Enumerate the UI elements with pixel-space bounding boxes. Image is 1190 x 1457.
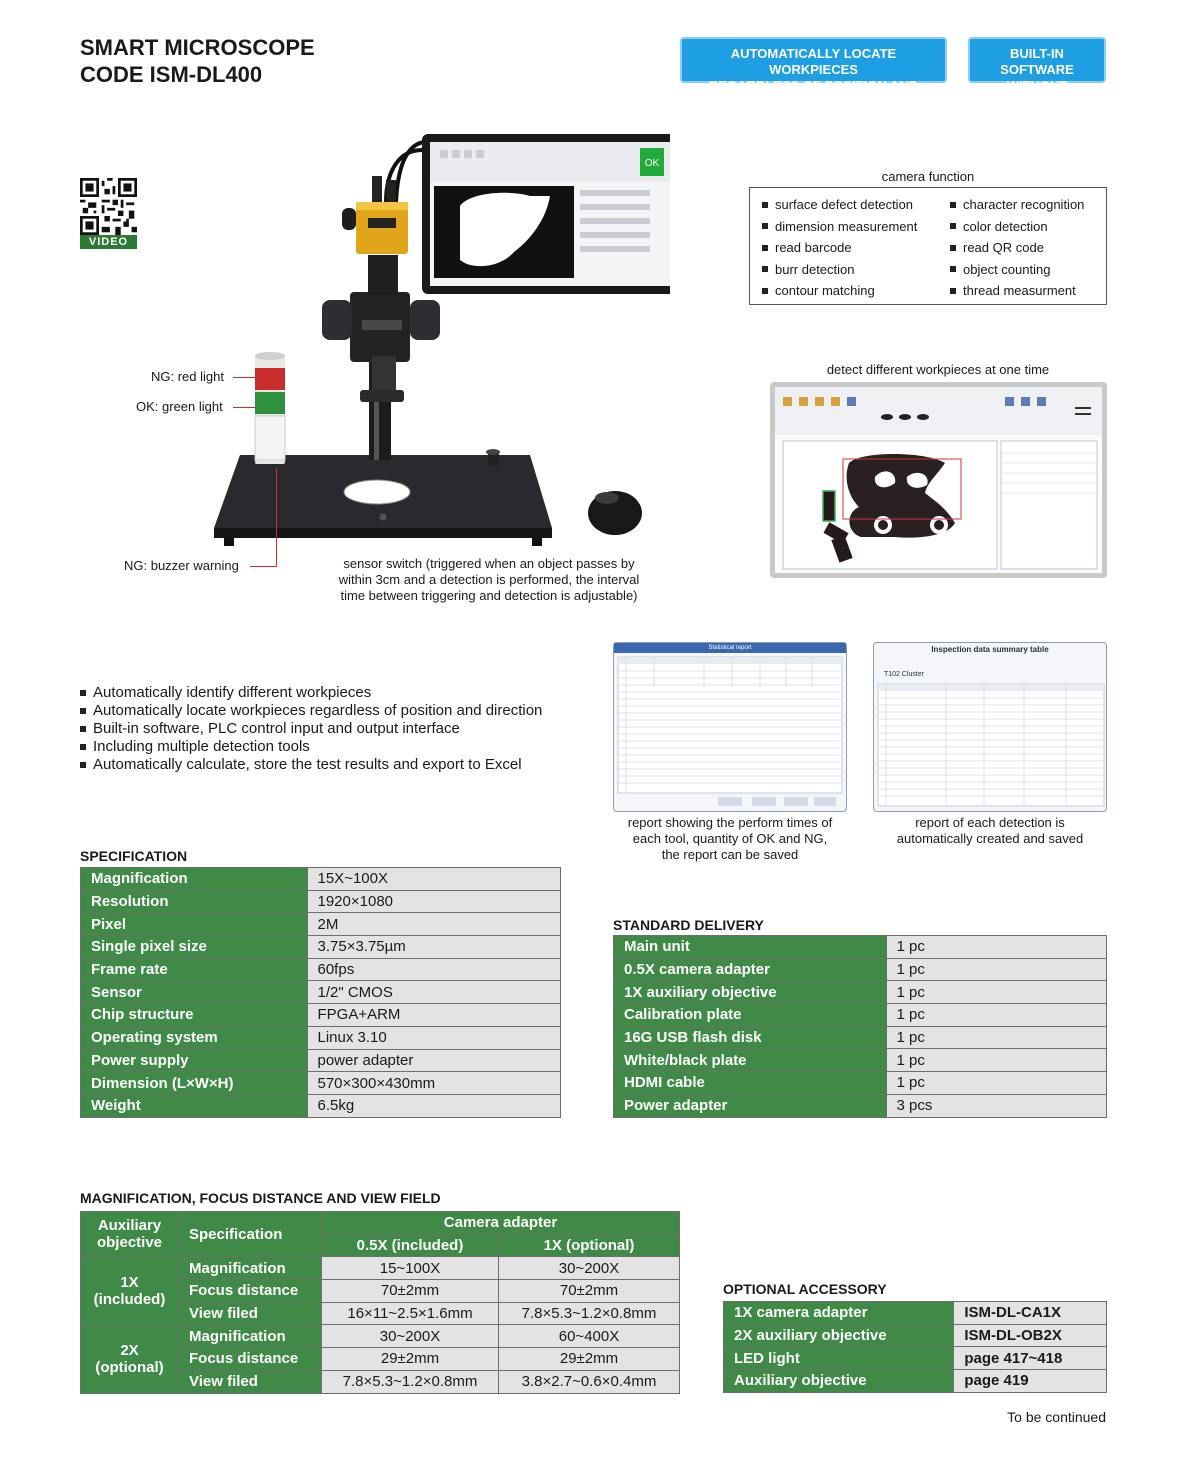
mag-spec-name: Focus distance [179, 1348, 322, 1371]
spec-row [81, 868, 561, 891]
delivery-row [614, 1072, 1107, 1095]
delivery-key: 16G USB flash disk [614, 1026, 887, 1049]
bullet-square-icon [80, 744, 86, 750]
spec-key: Frame rate [81, 958, 308, 981]
title-line-2: CODE ISM-DL400 [80, 62, 263, 87]
sensor-note-line2: within 3cm and a detection is performed, the interval [338, 572, 640, 587]
inspection-summary-table [874, 682, 1106, 810]
to-be-continued: To be continued [1007, 1409, 1106, 1425]
mag-group-label [81, 1257, 179, 1325]
mag-header-aux-line2: objective [96, 1234, 163, 1252]
delivery-key: Calibration plate [614, 1004, 887, 1027]
detect-workpieces-title: detect different workpieces at one time [826, 362, 1050, 377]
inspection-summary-screenshot [873, 642, 1107, 812]
callout-vline-buzzer [276, 468, 277, 567]
delivery-row [614, 981, 1107, 1004]
mag-spec-name: View filed [179, 1302, 322, 1325]
delivery-key: Main unit [614, 936, 887, 959]
video-label: VIDEO [80, 235, 137, 249]
monitor-ok-indicator: OK [644, 158, 660, 169]
camera-function-item [950, 218, 1100, 236]
magnification-table [80, 1211, 680, 1394]
camera-function-label: character recognition [963, 197, 1085, 212]
camera-function-label: color detection [963, 218, 1048, 234]
accessory-key: Auxiliary objective [724, 1370, 954, 1393]
delivery-key: 1X auxiliary objective [614, 981, 887, 1004]
delivery-row [614, 1094, 1107, 1117]
statistical-report-table [614, 653, 846, 811]
feature-list [80, 684, 542, 774]
standard-delivery-title: STANDARD DELIVERY [613, 917, 764, 933]
feature-item [80, 720, 542, 738]
title-line-1: SMART MICROSCOPE [80, 35, 315, 60]
mag-value-05x: 70±2mm [322, 1280, 499, 1303]
feature-label: Built-in software, PLC control input and output interface [93, 720, 460, 737]
bullet-square-icon [762, 288, 768, 294]
camera-function-item [950, 261, 1100, 279]
camera-function-item [762, 239, 950, 257]
optional-accessory-table [723, 1301, 1107, 1393]
spec-key: Single pixel size [81, 936, 308, 959]
report1-caption-line3: the report can be saved [661, 847, 799, 862]
mag-group-label [81, 1325, 179, 1393]
feature-label: Automatically locate workpieces regardless of position and direction [93, 702, 543, 719]
mag-value-1x: 60~400X [499, 1325, 680, 1348]
microscope-illustration [110, 120, 670, 560]
mag-group-label-line2: (optional) [95, 1358, 164, 1376]
spec-key: Magnification [81, 868, 308, 891]
camera-function-item [762, 218, 950, 236]
report2-caption-line1: report of each detection is [915, 815, 1065, 830]
sensor-switch-note [322, 556, 656, 604]
camera-function-label: surface defect detection [775, 197, 914, 212]
spec-value: Linux 3.10 [307, 1026, 561, 1049]
report1-caption-line2: each tool, quantity of OK and NG, [632, 831, 828, 846]
spec-row [81, 936, 561, 959]
mag-row [81, 1257, 680, 1280]
spec-value: 1920×1080 [307, 890, 561, 913]
accessory-value: ISM-DL-OB2X [954, 1324, 1107, 1347]
bullet-square-icon [950, 223, 956, 229]
feature-item [80, 684, 542, 702]
spec-row [81, 1094, 561, 1117]
statistical-report-caption [613, 815, 847, 863]
delivery-row [614, 958, 1107, 981]
spec-value: 60fps [307, 958, 561, 981]
bullet-square-icon [762, 266, 768, 272]
callout-buzzer: NG: buzzer warning [124, 558, 239, 573]
optional-accessory-title: OPTIONAL ACCESSORY [723, 1281, 887, 1297]
feature-label: Automatically calculate, store the test results and export to Excel [93, 756, 522, 773]
spec-row [81, 958, 561, 981]
delivery-key: HDMI cable [614, 1072, 887, 1095]
accessory-row [724, 1302, 1107, 1325]
spec-key: Resolution [81, 890, 308, 913]
badge1-line2: REGARDLESS OF POSITION AND DIRECTION [709, 78, 918, 109]
camera-function-label: read barcode [775, 240, 852, 255]
spec-value: power adapter [307, 1049, 561, 1072]
spec-value: FPGA+ARM [307, 1004, 561, 1027]
accessory-row [724, 1370, 1107, 1393]
mag-header-auxiliary [81, 1212, 179, 1257]
camera-function-item [950, 282, 1100, 300]
mag-spec-name: Magnification [179, 1257, 322, 1280]
delivery-value: 1 pc [886, 958, 1107, 981]
spec-row [81, 981, 561, 1004]
mag-group-label-line1: 2X [120, 1341, 139, 1359]
statistical-report-titlebar: Statistical report [614, 643, 846, 653]
mag-header-specification: Specification [179, 1212, 322, 1257]
mag-spec-name: Focus distance [179, 1280, 322, 1303]
spec-key: Dimension (L×W×H) [81, 1072, 308, 1095]
camera-function-item [762, 282, 950, 300]
accessory-value: page 417~418 [954, 1347, 1107, 1370]
report1-caption-line1: report showing the perform times of [627, 815, 833, 830]
spec-value: 2M [307, 913, 561, 936]
delivery-value: 3 pcs [886, 1094, 1107, 1117]
delivery-value: 1 pc [886, 1072, 1107, 1095]
specification-title: SPECIFICATION [80, 848, 188, 864]
camera-function-label: contour matching [775, 283, 875, 298]
bullet-square-icon [80, 690, 86, 696]
spec-row [81, 890, 561, 913]
camera-function-item [762, 261, 950, 279]
camera-function-item [762, 196, 950, 214]
callout-red-light: NG: red light [151, 369, 224, 384]
delivery-row [614, 1026, 1107, 1049]
accessory-value: ISM-DL-CA1X [954, 1302, 1107, 1325]
mag-group-label-line2: (included) [93, 1290, 166, 1308]
bullet-square-icon [762, 223, 768, 229]
mag-value-05x: 7.8×5.3~1.2×0.8mm [322, 1370, 499, 1393]
spec-row [81, 1004, 561, 1027]
accessory-key: LED light [724, 1347, 954, 1370]
bullet-square-icon [80, 708, 86, 714]
camera-function-label: object counting [963, 261, 1051, 277]
callout-green-light: OK: green light [136, 399, 223, 414]
inspection-summary-caption [873, 815, 1107, 847]
delivery-value: 1 pc [886, 1004, 1107, 1027]
mag-value-1x: 30~200X [499, 1257, 680, 1280]
bullet-square-icon [950, 266, 956, 272]
feature-item [80, 738, 542, 756]
delivery-row [614, 936, 1107, 959]
mag-header-1x: 1X (optional) [499, 1234, 680, 1257]
bullet-square-icon [80, 726, 86, 732]
spec-value: 1/2" CMOS [307, 981, 561, 1004]
camera-function-label: burr detection [775, 261, 855, 277]
statistical-report-screenshot [613, 642, 847, 812]
mag-value-1x: 3.8×2.7~0.6×0.4mm [499, 1370, 680, 1393]
delivery-key: Power adapter [614, 1094, 887, 1117]
spec-value: 15X~100X [307, 868, 561, 891]
camera-function-label: dimension measurement [775, 218, 918, 234]
spec-row [81, 1072, 561, 1095]
software-screenshot-image [775, 387, 1102, 573]
camera-function-item [950, 239, 1100, 257]
mag-value-1x: 70±2mm [499, 1280, 680, 1303]
bullet-square-icon [762, 245, 768, 251]
bullet-square-icon [950, 202, 956, 208]
spec-value: 3.75×3.75µm [307, 936, 561, 959]
camera-function-box [749, 187, 1107, 305]
feature-badge-locate [680, 37, 947, 109]
delivery-value: 1 pc [886, 1026, 1107, 1049]
mag-value-05x: 30~200X [322, 1325, 499, 1348]
magnification-table-title: MAGNIFICATION, FOCUS DISTANCE AND VIEW FIELD [80, 1190, 441, 1206]
callout-line-green [233, 407, 255, 408]
badge2-line1: BUILT-IN SOFTWARE [1000, 46, 1074, 77]
mag-group-label-line1: 1X [120, 1273, 139, 1291]
product-title [80, 34, 315, 88]
detect-workpieces-screenshot [770, 382, 1107, 578]
mag-value-1x: 7.8×5.3~1.2×0.8mm [499, 1302, 680, 1325]
spec-row [81, 913, 561, 936]
report2-caption-line2: automatically created and saved [896, 831, 1084, 846]
delivery-row [614, 1049, 1107, 1072]
feature-label: Automatically identify different workpieces [93, 684, 372, 701]
spec-key: Chip structure [81, 1004, 308, 1027]
delivery-value: 1 pc [886, 936, 1107, 959]
accessory-value: page 419 [954, 1370, 1107, 1393]
mag-value-05x: 15~100X [322, 1257, 499, 1280]
bullet-square-icon [80, 762, 86, 768]
bullet-square-icon [950, 245, 956, 251]
feature-badge-software [968, 37, 1106, 109]
spec-value: 570×300×430mm [307, 1072, 561, 1095]
sensor-note-line1: sensor switch (triggered when an object passes by [343, 556, 635, 571]
inspection-cluster-label: T102 Cluster [884, 671, 925, 678]
mag-value-05x: 16×11~2.5×1.6mm [322, 1302, 499, 1325]
mag-row [81, 1325, 680, 1348]
mag-header-aux-line1: Auxiliary [97, 1217, 162, 1235]
callout-line-buzzer [250, 566, 276, 567]
camera-function-item [950, 196, 1100, 214]
spec-key: Operating system [81, 1026, 308, 1049]
feature-label: Including multiple detection tools [93, 738, 310, 755]
camera-function-label: read QR code [963, 240, 1044, 255]
specification-table [80, 867, 561, 1118]
mag-value-1x: 29±2mm [499, 1348, 680, 1371]
spec-key: Pixel [81, 913, 308, 936]
delivery-value: 1 pc [886, 981, 1107, 1004]
spec-value: 6.5kg [307, 1094, 561, 1117]
spec-key: Sensor [81, 981, 308, 1004]
inspection-summary-titlebar: Inspection data summary table [931, 645, 1049, 654]
accessory-row [724, 1347, 1107, 1370]
sensor-note-line3: time between triggering and detection is adjustable) [340, 588, 638, 603]
badge1-line1: AUTOMATICALLY LOCATE WORKPIECES [730, 46, 897, 77]
spec-key: Power supply [81, 1049, 308, 1072]
callout-line-red [233, 377, 255, 378]
delivery-key: 0.5X camera adapter [614, 958, 887, 981]
accessory-row [724, 1324, 1107, 1347]
badge2-line2: WITHOUT COMPUTER [999, 78, 1075, 109]
feature-item [80, 756, 542, 774]
accessory-key: 1X camera adapter [724, 1302, 954, 1325]
spec-key: Weight [81, 1094, 308, 1117]
mag-spec-name: Magnification [179, 1325, 322, 1348]
bullet-square-icon [762, 202, 768, 208]
camera-function-title: camera function [881, 169, 975, 184]
delivery-value: 1 pc [886, 1049, 1107, 1072]
spec-row [81, 1026, 561, 1049]
camera-function-label: thread measurment [963, 283, 1076, 298]
mag-header-camera-adapter: Camera adapter [322, 1212, 680, 1235]
mag-spec-name: View filed [179, 1370, 322, 1393]
standard-delivery-table [613, 935, 1107, 1118]
bullet-square-icon [950, 288, 956, 294]
mag-value-05x: 29±2mm [322, 1348, 499, 1371]
delivery-row [614, 1004, 1107, 1027]
delivery-key: White/black plate [614, 1049, 887, 1072]
accessory-key: 2X auxiliary objective [724, 1324, 954, 1347]
feature-item [80, 702, 542, 720]
spec-row [81, 1049, 561, 1072]
mag-header-05x: 0.5X (included) [322, 1234, 499, 1257]
